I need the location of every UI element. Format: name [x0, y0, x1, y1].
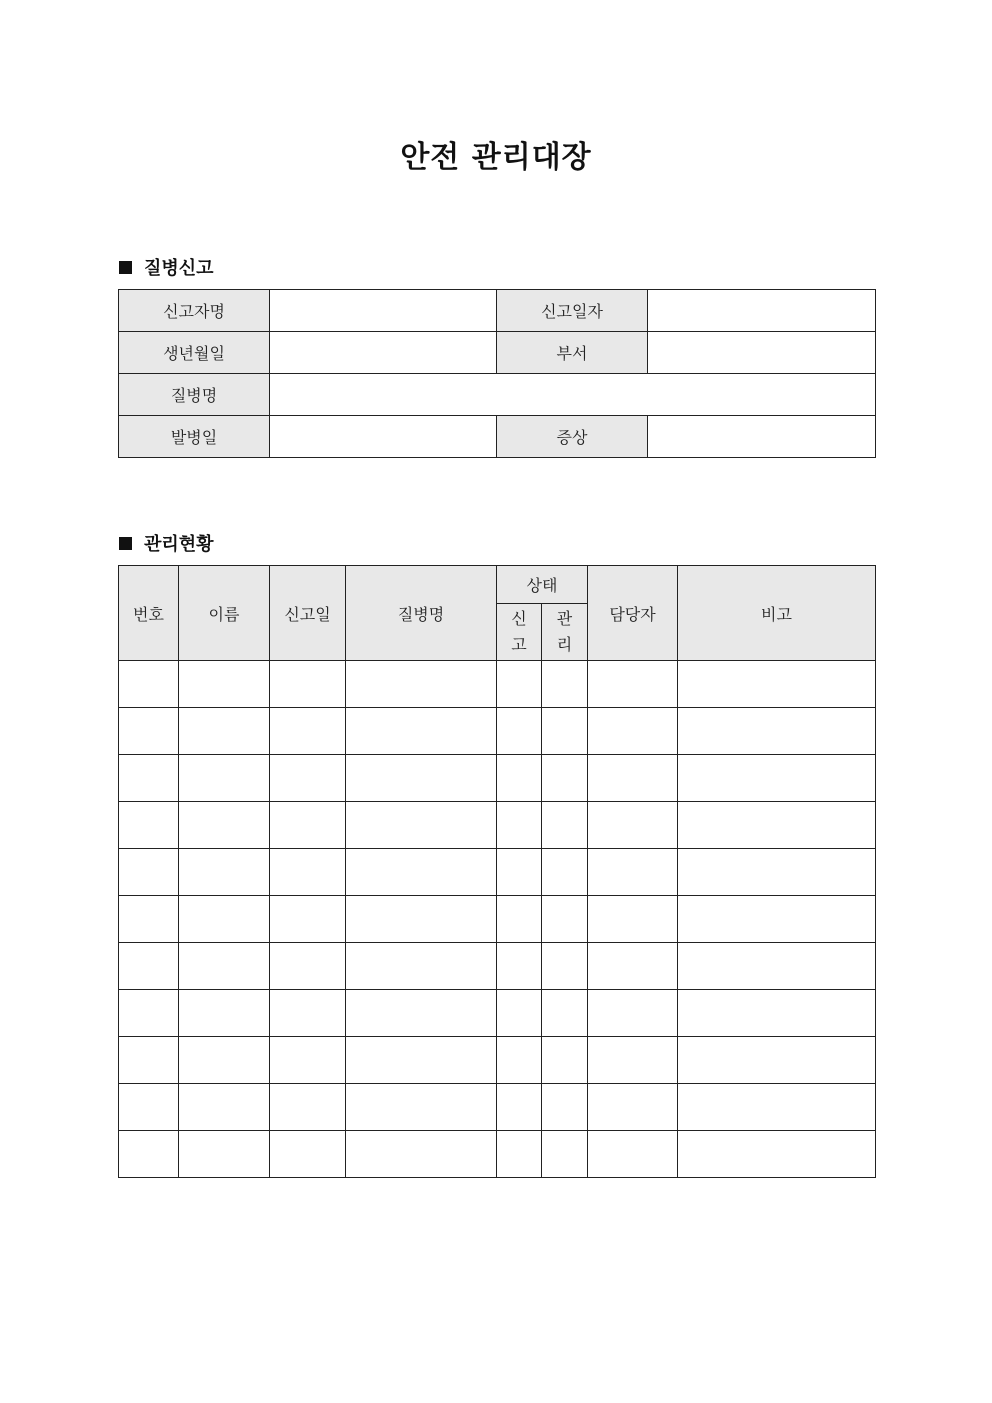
- table-cell[interactable]: [270, 708, 346, 755]
- label-birth-date: 생년월일: [119, 332, 270, 374]
- table-row: [119, 661, 876, 708]
- table-cell[interactable]: [678, 708, 876, 755]
- table-cell[interactable]: [497, 661, 542, 708]
- section-heading-text: 질병신고: [144, 258, 214, 279]
- table-cell[interactable]: [678, 661, 876, 708]
- field-symptoms[interactable]: [648, 416, 876, 458]
- table-cell[interactable]: [270, 849, 346, 896]
- table-row: [119, 755, 876, 802]
- table-row: [119, 802, 876, 849]
- label-onset-date: 발병일: [119, 416, 270, 458]
- table-cell[interactable]: [119, 802, 179, 849]
- table-cell[interactable]: [497, 708, 542, 755]
- header-status-manage-char-2: 리: [556, 635, 573, 654]
- header-status-manage: [542, 604, 588, 661]
- table-cell[interactable]: [588, 943, 678, 990]
- label-reporter-name: 신고자명: [119, 290, 270, 332]
- header-status-manage-char-1: 관: [556, 609, 573, 628]
- table-row: [119, 1084, 876, 1131]
- table-cell[interactable]: [119, 943, 179, 990]
- table-cell[interactable]: [497, 990, 542, 1037]
- table-cell[interactable]: [678, 943, 876, 990]
- table-cell[interactable]: [179, 896, 270, 943]
- table-cell[interactable]: [270, 1037, 346, 1084]
- table-cell[interactable]: [588, 661, 678, 708]
- table-cell[interactable]: [179, 802, 270, 849]
- table-cell[interactable]: [542, 1084, 588, 1131]
- section-heading-text: 관리현황: [144, 534, 214, 555]
- header-remarks: 비고: [678, 566, 876, 661]
- table-cell[interactable]: [270, 943, 346, 990]
- table-cell[interactable]: [542, 990, 588, 1037]
- field-disease-name[interactable]: [270, 374, 876, 416]
- section-heading-manage: [119, 530, 214, 556]
- table-cell[interactable]: [179, 990, 270, 1037]
- table-cell[interactable]: [542, 708, 588, 755]
- table-cell[interactable]: [270, 661, 346, 708]
- table-cell[interactable]: [346, 1037, 497, 1084]
- table-cell[interactable]: [346, 943, 497, 990]
- table-cell[interactable]: [497, 1131, 542, 1178]
- page-title: 안전 관리대장: [400, 140, 592, 175]
- section-heading-report: [119, 254, 214, 280]
- table-cell[interactable]: [119, 661, 179, 708]
- field-birth-date[interactable]: [270, 332, 497, 374]
- table-cell[interactable]: [270, 990, 346, 1037]
- square-bullet-icon: [119, 537, 132, 550]
- label-disease-name: 질병명: [119, 374, 270, 416]
- table-cell[interactable]: [588, 1084, 678, 1131]
- table-cell[interactable]: [179, 755, 270, 802]
- square-bullet-icon: [119, 261, 132, 274]
- table-cell[interactable]: [497, 1037, 542, 1084]
- table-cell[interactable]: [119, 849, 179, 896]
- table-cell[interactable]: [346, 990, 497, 1037]
- header-report-day: 신고일: [270, 566, 346, 661]
- table-cell[interactable]: [346, 896, 497, 943]
- table-header-row: [119, 566, 876, 604]
- table-cell[interactable]: [678, 1084, 876, 1131]
- table-cell[interactable]: [346, 708, 497, 755]
- table-cell[interactable]: [346, 661, 497, 708]
- table-cell[interactable]: [588, 849, 678, 896]
- table-cell[interactable]: [678, 755, 876, 802]
- table-row: [119, 290, 876, 332]
- table-row: [119, 416, 876, 458]
- table-cell[interactable]: [588, 802, 678, 849]
- label-report-date: 신고일자: [497, 290, 648, 332]
- table-cell[interactable]: [346, 755, 497, 802]
- table-cell[interactable]: [270, 755, 346, 802]
- table-row: [119, 943, 876, 990]
- table-cell[interactable]: [588, 896, 678, 943]
- table-cell[interactable]: [119, 1037, 179, 1084]
- table-cell[interactable]: [346, 849, 497, 896]
- table-cell[interactable]: [119, 1084, 179, 1131]
- table-cell[interactable]: [542, 661, 588, 708]
- table-cell[interactable]: [588, 1037, 678, 1084]
- header-disease-name: 질병명: [346, 566, 497, 661]
- header-status: 상태: [497, 566, 588, 604]
- header-status-report-char-2: 고: [511, 635, 527, 654]
- table-cell[interactable]: [678, 990, 876, 1037]
- table-cell[interactable]: [542, 943, 588, 990]
- table-cell[interactable]: [542, 755, 588, 802]
- table-cell[interactable]: [497, 1084, 542, 1131]
- table-cell[interactable]: [179, 708, 270, 755]
- table-cell[interactable]: [588, 708, 678, 755]
- table-cell[interactable]: [270, 896, 346, 943]
- table-cell[interactable]: [497, 755, 542, 802]
- table-cell[interactable]: [346, 1084, 497, 1131]
- table-row: [119, 374, 876, 416]
- table-cell[interactable]: [542, 896, 588, 943]
- field-report-date[interactable]: [648, 290, 876, 332]
- field-reporter-name[interactable]: [270, 290, 497, 332]
- label-symptoms: 증상: [497, 416, 648, 458]
- table-cell[interactable]: [270, 1084, 346, 1131]
- table-cell[interactable]: [542, 1037, 588, 1084]
- table-cell[interactable]: [346, 1131, 497, 1178]
- table-cell[interactable]: [588, 990, 678, 1037]
- header-status-report: [497, 604, 542, 661]
- table-row: [119, 1037, 876, 1084]
- table-cell[interactable]: [678, 1131, 876, 1178]
- table-cell[interactable]: [179, 1131, 270, 1178]
- header-status-report-char-1: 신: [511, 609, 527, 628]
- table-cell[interactable]: [119, 755, 179, 802]
- table-cell[interactable]: [119, 990, 179, 1037]
- table-cell[interactable]: [346, 802, 497, 849]
- table-cell[interactable]: [270, 802, 346, 849]
- table-cell[interactable]: [542, 802, 588, 849]
- table-cell[interactable]: [588, 1131, 678, 1178]
- table-cell[interactable]: [588, 755, 678, 802]
- table-cell[interactable]: [497, 802, 542, 849]
- table-cell[interactable]: [119, 708, 179, 755]
- field-onset-date[interactable]: [270, 416, 497, 458]
- report-table: [118, 289, 876, 458]
- table-row: [119, 849, 876, 896]
- table-row: [119, 708, 876, 755]
- table-row: [119, 990, 876, 1037]
- table-cell[interactable]: [678, 1037, 876, 1084]
- table-cell[interactable]: [179, 849, 270, 896]
- table-row: [119, 896, 876, 943]
- table-cell[interactable]: [119, 1131, 179, 1178]
- header-number: 번호: [119, 566, 179, 661]
- table-cell[interactable]: [497, 896, 542, 943]
- table-cell[interactable]: [497, 849, 542, 896]
- table-row: [119, 332, 876, 374]
- table-cell[interactable]: [179, 1084, 270, 1131]
- manage-table: [118, 565, 876, 1178]
- table-cell[interactable]: [542, 849, 588, 896]
- table-cell[interactable]: [542, 1131, 588, 1178]
- table-cell[interactable]: [678, 896, 876, 943]
- field-department[interactable]: [648, 332, 876, 374]
- table-cell[interactable]: [179, 943, 270, 990]
- table-cell[interactable]: [270, 1131, 346, 1178]
- table-cell[interactable]: [179, 1037, 270, 1084]
- header-manager: 담당자: [588, 566, 678, 661]
- table-cell[interactable]: [678, 802, 876, 849]
- table-row: [119, 1131, 876, 1178]
- table-cell[interactable]: [678, 849, 876, 896]
- table-cell[interactable]: [119, 896, 179, 943]
- label-department: 부서: [497, 332, 648, 374]
- table-cell[interactable]: [497, 943, 542, 990]
- header-name: 이름: [179, 566, 270, 661]
- table-cell[interactable]: [179, 661, 270, 708]
